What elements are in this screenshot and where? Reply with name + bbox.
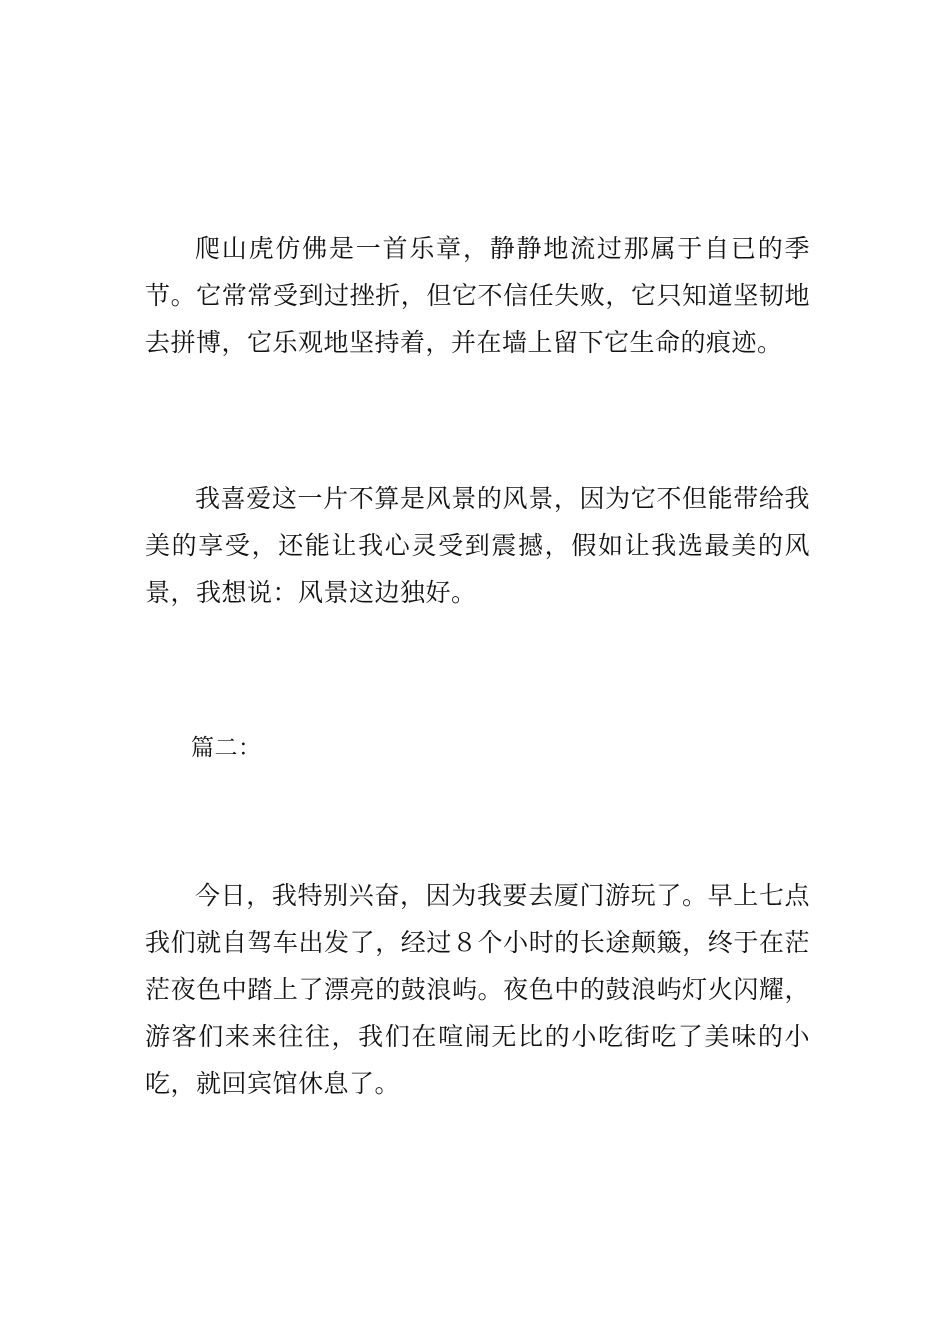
paragraph-ivy: 爬山虎仿佛是一首乐章，静静地流过那属于自已的季节。它常常受到过挫折，但它不信任失败，它只知道坚韧地去拼博，它乐观地坚持着，并在墙上留下它生命的痕迹。 xyxy=(145,234,810,357)
paragraph-scenery: 我喜爱这一片不算是风景的风景，因为它不但能带给我美的享受，还能让我心灵受到震撼，假如让我选最美的风景，我想说：风景这边独好。 xyxy=(145,484,810,607)
paragraph-xiamen: 今日，我特别兴奋，因为我要去厦门游玩了。早上七点我们就自驾车出发了，经过８个小时的长途颠簸，终于在茫茫夜色中踏上了漂亮的鼓浪屿。夜色中的鼓浪屿灯火闪耀，游客们来来往往，我们在喧闹无比的小吃街吃了美味的小吃，就回宾馆休息了。 xyxy=(145,881,810,1098)
section-heading: 篇二： xyxy=(191,735,262,761)
